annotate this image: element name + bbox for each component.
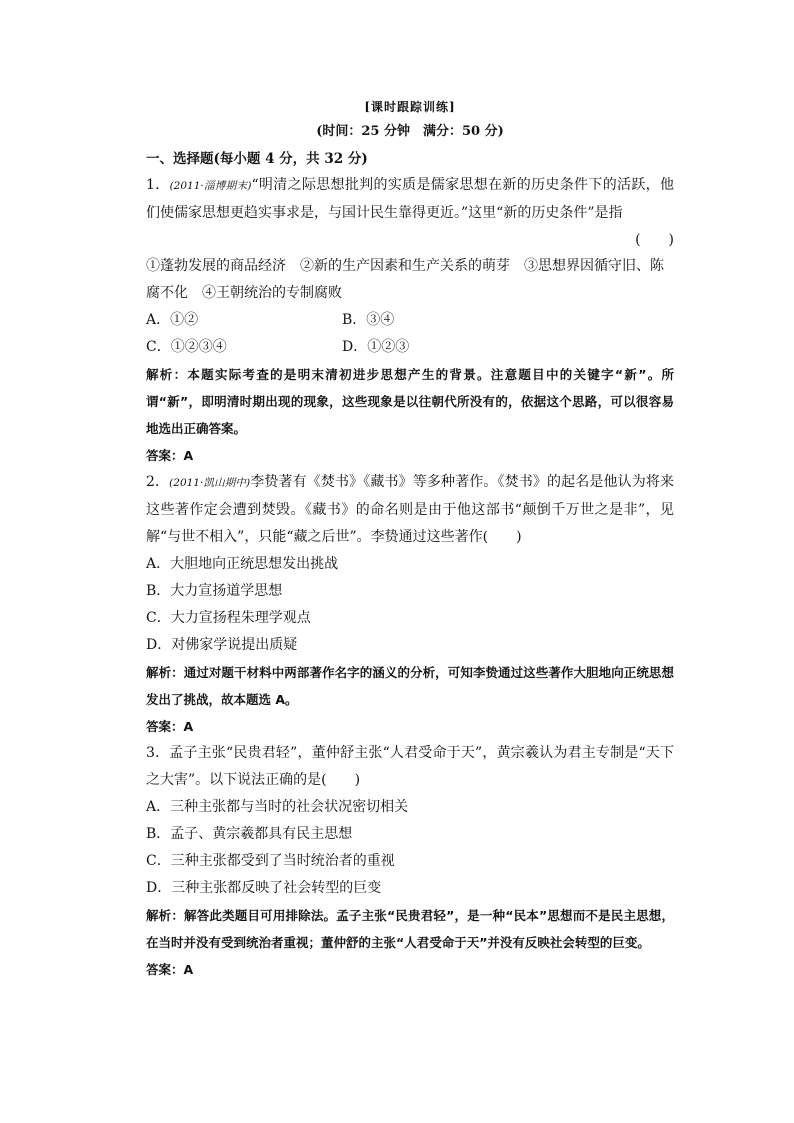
question-3: [146, 740, 674, 983]
option-c: C．三种主张都受到了当时统治者的重视: [146, 853, 395, 869]
answer-parentheses: ( ): [635, 232, 674, 248]
question-2: [146, 469, 674, 740]
question-text: “明清之际思想批判的实质是儒家思想在新的历史条件下的活跃，他们使儒家思想更趋实事求是，与国计民生靠得更近。”这里“新的历史条件”是指: [146, 177, 674, 221]
question-1-statements: ①蓬勃发展的商品经济 ②新的生产因素和生产关系的萌芽 ③思想界因循守旧、陈腐不化 ④王朝统治的专制腐败: [146, 258, 664, 301]
option-d: D．①②③: [342, 339, 410, 355]
option-a: A．①②: [146, 312, 199, 328]
option-b: B．孟子、黄宗羲都具有民主思想: [146, 826, 353, 842]
worksheet-title: [课时跟踪训练]: [364, 100, 456, 114]
question-3-answer: 答案：A: [146, 962, 194, 977]
question-1: [146, 172, 674, 469]
question-number: 2．: [146, 474, 170, 490]
section-heading: 一、选择题(每小题 4 分，共 32 分): [146, 151, 368, 167]
option-b: B．大力宣扬道学思想: [146, 583, 283, 599]
question-2-stem: [146, 469, 674, 551]
question-source: (2011·凯山期中): [169, 477, 251, 489]
question-1-options: [146, 307, 674, 361]
question-3-stem: [146, 740, 674, 794]
option-d: D．三种主张都反映了社会转型的巨变: [146, 880, 382, 896]
document-page: [146, 96, 674, 983]
option-c: C．①②③④: [146, 339, 227, 355]
question-1-analysis: 解析：本题实际考查的是明末清初进步思想产生的背景。注意题目中的关键字“新”。所谓“新”，即明清时期出现的现象，这些现象是以往朝代所没有的，依据这个思路，可以很容易地选出正确答案。: [146, 367, 674, 436]
question-1-answer: 答案：A: [146, 448, 194, 463]
option-a: A．大胆地向正统思想发出挑战: [146, 556, 339, 572]
question-1-stem: [146, 172, 674, 227]
question-text: 李贽著有《焚书》《藏书》等多种著作。《焚书》的起名是他认为将来这些著作定会遭到焚毁。《藏书》的命名则是由于他这部书“颠倒千万世之是非”，见解“与世不相入”，只能“藏之后世”。李贽通过这些著作( ): [146, 474, 674, 545]
option-b: B．③④: [342, 312, 395, 328]
question-number: 1．: [146, 177, 170, 193]
question-source: (2011·淄博期末): [169, 180, 252, 192]
question-2-analysis: 解析：通过对题干材料中两部著作名字的涵义的分析，可知李贽通过这些著作大胆地向正统思想发出了挑战，故本题选 A。: [146, 665, 674, 707]
question-number: 3．: [146, 745, 170, 761]
option-c: C．大力宣扬程朱理学观点: [146, 610, 311, 626]
option-a: A．三种主张都与当时的社会状况密切相关: [146, 799, 409, 815]
question-2-answer: 答案：A: [146, 719, 194, 734]
time-score-info: (时间：25 分钟 满分：50 分): [316, 124, 504, 139]
question-text: 孟子主张“民贵君轻”，董仲舒主张“人君受命于天”，黄宗羲认为君主专制是“天下之大害”。以下说法正确的是( ): [146, 745, 674, 788]
question-3-analysis: 解析：解答此类题目可用排除法。孟子主张“民贵君轻”，是一种“民本”思想而不是民主思想，在当时并没有受到统治者重视；董仲舒的主张“人君受命于天”并没有反映社会转型的巨变。: [146, 908, 674, 950]
option-d: D．对佛家学说提出质疑: [146, 637, 298, 653]
